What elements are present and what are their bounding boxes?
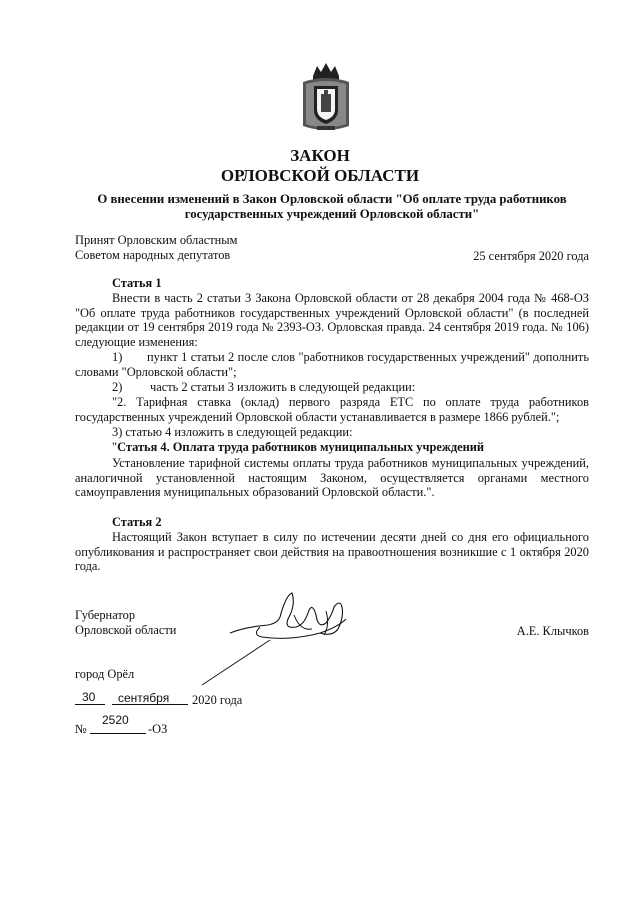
item-3: 3) статью 4 изложить в следующей редакции:	[112, 425, 353, 439]
subtitle-line-1: О внесении изменений в Закон Орловской области "Об оплате труда работников	[97, 192, 567, 206]
law-title	[0, 146, 640, 186]
new-article-text: Установление тарифной системы оплаты труда работников муниципальных учреждений, аналогичной установленной настоящим Законом, осуществляется органами местного самоуправления муниципальных образований Орловской области.".	[75, 456, 589, 500]
date-month: сентября	[118, 691, 170, 705]
signatory-title-line-2: Орловской области	[75, 623, 177, 637]
item-1	[75, 350, 589, 379]
item-1-text: пункт 1 статьи 2 после слов "работников государственных учреждений" дополнить словами "Орловской области";	[75, 350, 589, 379]
item-2-quote	[75, 395, 589, 424]
adoption-date: 25 сентября 2020 года	[473, 249, 589, 263]
signatory-title	[75, 608, 176, 638]
item-1-number: 1)	[112, 350, 123, 364]
new-article-paragraph	[75, 456, 589, 500]
coat-of-arms-emblem	[299, 60, 353, 134]
article-1-heading: Статья 1	[112, 276, 162, 290]
date-month-underline	[112, 704, 188, 705]
item-2-quote-text: "2. Тарифная ставка (оклад) первого разряда ЕТС по оплате труда работников государственных учреждений Орловской области устанавливается в размере 1866 рублей.";	[75, 395, 589, 424]
article-2-text: Настоящий Закон вступает в силу по истечении десяти дней со дня его официального опубликования и распространяет свои действия на правоотношения возникшие с 1 октября 2020 года.	[75, 530, 589, 574]
number-suffix: -ОЗ	[148, 722, 168, 736]
new-article-title: Статья 4. Оплата труда работников муниципальных учреждений	[117, 440, 485, 454]
signatory-name: А.Е. Клычков	[516, 624, 589, 638]
number-prefix: №	[75, 722, 87, 736]
city: город Орёл	[75, 667, 135, 681]
adoption-body	[75, 233, 237, 263]
article-2-paragraph	[75, 530, 589, 574]
item-2-text: часть 2 статьи 3 изложить в следующей редакции:	[150, 380, 416, 394]
date-day-underline	[75, 704, 105, 705]
date-day: 30	[82, 690, 96, 704]
law-number: 2520	[102, 713, 129, 727]
item-2-number: 2)	[112, 380, 123, 394]
law-number-underline	[90, 733, 146, 734]
signatory-title-line-1: Губернатор	[75, 608, 136, 622]
adoption-line-1: Принят Орловским областным	[75, 233, 238, 247]
title-line-2: ОРЛОВСКОЙ ОБЛАСТИ	[220, 166, 420, 185]
article-1-text: Внести в часть 2 статьи 3 Закона Орловской области от 28 декабря 2004 года № 468-ОЗ "Об оплате труда работников государственных учреждений Орловской области" (в последней редакции от 19 сентября 2019 года № 2393-ОЗ. Орловская правда. 24 сентября 2019 года. № 106) следующие изменения:	[75, 291, 589, 349]
new-article-quote-mark: "	[112, 440, 118, 454]
law-subtitle	[60, 192, 604, 222]
article-2-heading: Статья 2	[112, 515, 162, 529]
adoption-line-2: Советом народных депутатов	[75, 248, 231, 262]
new-article-heading	[112, 440, 484, 455]
title-line-1: ЗАКОН	[290, 146, 350, 165]
article-1-paragraph	[75, 291, 589, 349]
handwritten-signature	[200, 585, 370, 690]
subtitle-line-2: государственных учреждений Орловской области"	[184, 207, 480, 221]
date-year: 2020 года	[192, 693, 243, 707]
